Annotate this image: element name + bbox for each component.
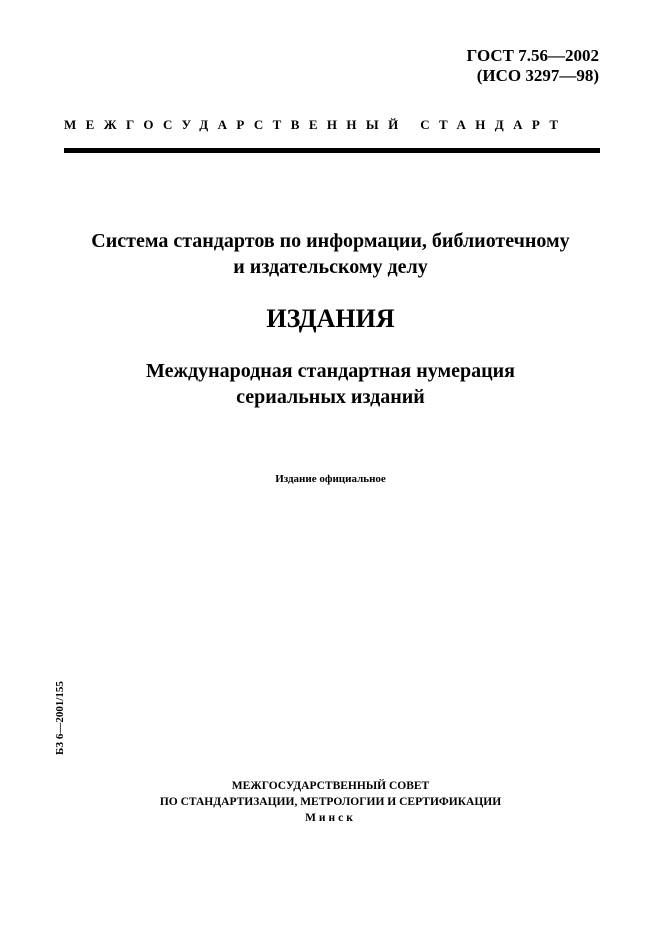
- publisher-line1: МЕЖГОСУДАРСТВЕННЫЙ СОВЕТ: [231, 780, 430, 792]
- publisher-city: Минск: [305, 812, 356, 824]
- series-title: [0, 228, 661, 280]
- sub-title: [0, 358, 661, 410]
- standard-code: [467, 46, 599, 86]
- side-registration-code: БЗ 6—2001/155: [54, 681, 66, 755]
- standard-code-gost: ГОСТ 7.56—2002: [466, 46, 599, 65]
- series-title-line2: и издательскому делу: [233, 256, 428, 278]
- sub-title-line1: Международная стандартная нумерация: [145, 360, 515, 382]
- main-title: ИЗДАНИЯ: [266, 304, 395, 333]
- standard-code-iso: (ИСО 3297—98): [476, 66, 599, 85]
- series-title-line1: Система стандартов по информации, библиотечному: [91, 230, 570, 252]
- edition-note: Издание официальное: [275, 473, 386, 485]
- sub-title-line2: сериальных изданий: [236, 386, 425, 408]
- standard-type-header: МЕЖГОСУДАРСТВЕННЫЙ СТАНДАРТ: [64, 117, 568, 132]
- header-rule: [64, 148, 600, 153]
- publisher-block: [0, 778, 661, 826]
- publisher-line2: ПО СТАНДАРТИЗАЦИИ, МЕТРОЛОГИИ И СЕРТИФИКАЦИИ: [159, 796, 502, 808]
